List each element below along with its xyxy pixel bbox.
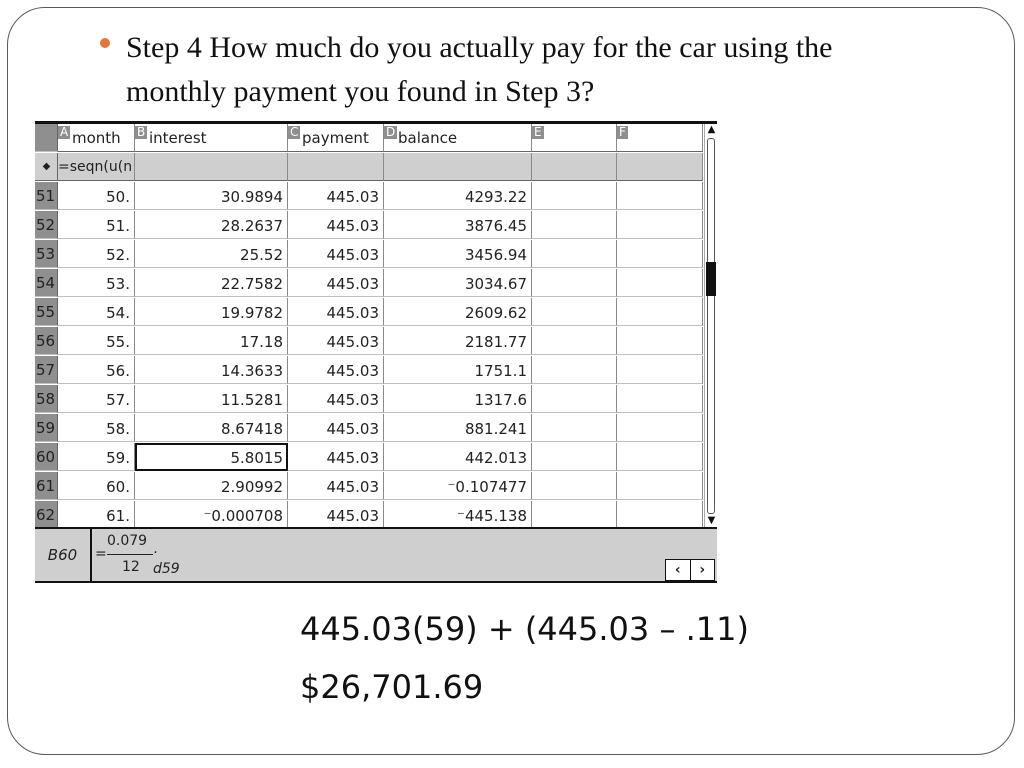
formula-numerator: 0.079 (107, 533, 148, 549)
scroll-rail (707, 138, 715, 514)
cell-reference: B60 (35, 529, 92, 581)
table-cell[interactable] (617, 240, 703, 268)
column-letter: A (60, 125, 69, 139)
table-cell[interactable]: 59. (58, 443, 135, 471)
row-number: 62 (35, 501, 58, 529)
column-letter: D (386, 125, 396, 139)
spreadsheet-screenshot (35, 121, 717, 583)
row-number: 54 (35, 269, 58, 297)
vertical-scrollbar[interactable] (704, 124, 718, 528)
math-expression: 445.03(59) + (445.03 – .11) (300, 610, 749, 648)
row-number: 51 (35, 182, 58, 210)
table-row (35, 443, 703, 472)
table-row (35, 472, 703, 501)
column-header-b[interactable] (135, 124, 288, 152)
row-number: 59 (35, 414, 58, 442)
table-row (35, 240, 703, 269)
column-letter: B (137, 125, 146, 139)
formula-cell[interactable] (532, 153, 617, 181)
table-cell[interactable] (617, 472, 703, 500)
scroll-up-icon[interactable]: ▲ (707, 124, 716, 135)
table-cell[interactable]: 11.5281 (135, 385, 288, 413)
table-cell[interactable] (617, 385, 703, 413)
table-cell[interactable] (532, 356, 617, 384)
selected-cell[interactable]: 5.8015 (135, 443, 288, 471)
table-cell[interactable] (532, 385, 617, 413)
table-cell[interactable] (617, 182, 703, 210)
nav-left-button[interactable]: ‹ (666, 560, 691, 580)
table-cell[interactable]: 51. (58, 211, 135, 239)
table-cell[interactable]: 3456.94 (384, 240, 532, 268)
math-result: $26,701.69 (300, 668, 484, 706)
table-cell[interactable] (532, 414, 617, 442)
table-cell[interactable] (532, 240, 617, 268)
formula-rest: · d59 (153, 545, 180, 577)
table-cell[interactable]: 445.03 (288, 182, 384, 210)
column-name: month (72, 129, 121, 147)
table-cell[interactable]: 445.03 (288, 211, 384, 239)
table-cell[interactable]: 28.2637 (135, 211, 288, 239)
table-cell[interactable] (532, 501, 617, 529)
table-cell[interactable] (532, 211, 617, 239)
formula-cell[interactable] (384, 153, 532, 181)
column-letter: C (290, 125, 299, 139)
table-cell[interactable] (617, 327, 703, 355)
table-cell[interactable]: 1751.1 (384, 356, 532, 384)
table-cell[interactable] (532, 298, 617, 326)
table-cell[interactable]: 1317.6 (384, 385, 532, 413)
table-row (35, 269, 703, 298)
row-number: 55 (35, 298, 58, 326)
table-cell[interactable]: 445.03 (288, 269, 384, 297)
table-cell[interactable] (532, 472, 617, 500)
table-cell[interactable]: 445.03 (288, 443, 384, 471)
table-cell[interactable]: 55. (58, 327, 135, 355)
table-cell[interactable] (532, 182, 617, 210)
formula-marker: ◆ (35, 153, 58, 181)
table-cell[interactable]: 50. (58, 182, 135, 210)
bullet-dot-icon (100, 38, 110, 48)
row-number: 60 (35, 443, 58, 471)
formula-cell[interactable] (135, 153, 288, 181)
table-row (35, 414, 703, 443)
table-cell[interactable]: 445.03 (288, 385, 384, 413)
table-row (35, 327, 703, 356)
table-cell[interactable] (532, 269, 617, 297)
table-cell[interactable]: ⁻0.107477 (384, 472, 532, 500)
table-cell[interactable]: 61. (58, 501, 135, 529)
table-cell[interactable] (617, 443, 703, 471)
column-header-c[interactable] (288, 124, 384, 152)
table-row (35, 385, 703, 414)
table-cell[interactable]: 445.03 (288, 414, 384, 442)
formula-denominator: 12 (122, 559, 140, 575)
table-cell[interactable]: 53. (58, 269, 135, 297)
table-cell[interactable] (617, 269, 703, 297)
table-cell[interactable] (617, 356, 703, 384)
table-cell[interactable]: 442.013 (384, 443, 532, 471)
column-name: payment (302, 129, 369, 147)
row-number: 53 (35, 240, 58, 268)
scroll-thumb[interactable] (706, 262, 716, 296)
row-number: 58 (35, 385, 58, 413)
table-cell[interactable]: 58. (58, 414, 135, 442)
scroll-down-icon[interactable]: ▼ (707, 515, 716, 526)
table-cell[interactable]: 8.67418 (135, 414, 288, 442)
column-header-d[interactable] (384, 124, 532, 152)
table-cell[interactable]: 3034.67 (384, 269, 532, 297)
table-cell[interactable]: 17.18 (135, 327, 288, 355)
column-header-a[interactable] (58, 124, 135, 152)
table-cell[interactable]: ⁻445.138 (384, 501, 532, 529)
row-number: 52 (35, 211, 58, 239)
table-cell[interactable]: 881.241 (384, 414, 532, 442)
row-number: 57 (35, 356, 58, 384)
table-cell[interactable]: 4293.22 (384, 182, 532, 210)
table-cell[interactable]: 445.03 (288, 240, 384, 268)
formula-equals: = (95, 546, 107, 562)
entry-line[interactable] (35, 527, 717, 583)
nav-right-button[interactable]: › (699, 562, 706, 578)
bullet-text: Step 4 How much do you actually pay for the car using the monthly payment you found in Step 3? (126, 31, 833, 108)
formula-cell[interactable] (288, 153, 384, 181)
table-row (35, 298, 703, 327)
column-name: interest (149, 129, 207, 147)
table-cell[interactable]: 52. (58, 240, 135, 268)
table-cell[interactable]: 2181.77 (384, 327, 532, 355)
column-header-f[interactable] (617, 124, 703, 152)
corner-cell (35, 124, 58, 152)
table-cell[interactable] (532, 327, 617, 355)
table-row (35, 211, 703, 240)
table-cell[interactable]: 57. (58, 385, 135, 413)
formula-cell[interactable] (617, 153, 703, 181)
table-cell[interactable] (617, 298, 703, 326)
table-cell[interactable]: 54. (58, 298, 135, 326)
row-number: 61 (35, 472, 58, 500)
table-cell[interactable]: 56. (58, 356, 135, 384)
table-row (35, 501, 703, 530)
table-cell[interactable]: 445.03 (288, 298, 384, 326)
table-row (35, 182, 703, 211)
table-cell[interactable]: 25.52 (135, 240, 288, 268)
table-cell[interactable]: 445.03 (288, 356, 384, 384)
row-number: 56 (35, 327, 58, 355)
column-name: balance (398, 129, 458, 147)
table-cell[interactable] (617, 414, 703, 442)
table-cell[interactable]: 3876.45 (384, 211, 532, 239)
table-cell[interactable] (617, 501, 703, 529)
table-cell[interactable]: 14.3633 (135, 356, 288, 384)
table-row (35, 356, 703, 385)
column-header-e[interactable] (532, 124, 617, 152)
table-cell[interactable]: 60. (58, 472, 135, 500)
nav-buttons (665, 559, 715, 581)
table-cell[interactable]: 30.9894 (135, 182, 288, 210)
formula-cell[interactable]: =seqn(u(n (58, 153, 135, 181)
table-cell[interactable]: 19.9782 (135, 298, 288, 326)
table-cell[interactable]: 445.03 (288, 501, 384, 529)
table-cell[interactable]: ⁻0.000708 (135, 501, 288, 529)
column-letter: E (534, 125, 542, 139)
table-cell[interactable] (532, 443, 617, 471)
table-cell[interactable]: 445.03 (288, 472, 384, 500)
table-cell[interactable]: 2.90992 (135, 472, 288, 500)
formula-row (35, 153, 703, 182)
table-cell[interactable]: 2609.62 (384, 298, 532, 326)
table-cell[interactable]: 22.7582 (135, 269, 288, 297)
table-cell[interactable]: 445.03 (288, 327, 384, 355)
table-cell[interactable] (617, 211, 703, 239)
fraction-bar (107, 554, 153, 555)
column-header-row (35, 124, 703, 153)
column-letter: F (619, 125, 626, 139)
